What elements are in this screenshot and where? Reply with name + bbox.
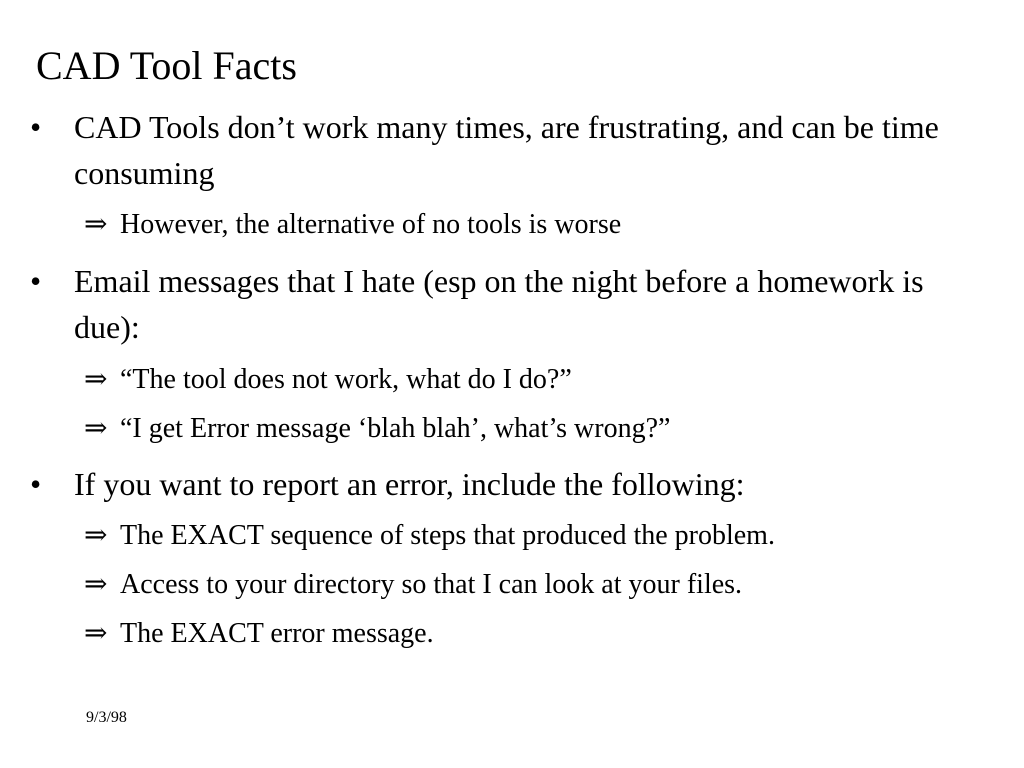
implies-arrow-icon: ⇒ [84, 618, 108, 649]
sub-bullet-text: However, the alternative of no tools is worse [120, 209, 622, 240]
implies-arrow-icon: ⇒ [84, 520, 108, 551]
sub-bullet-text: “I get Error message ‘blah blah’, what’s wrong?” [120, 413, 671, 444]
bullet-item [30, 104, 960, 196]
bullet-text: Email messages that I hate (esp on the night before a homework is due): [74, 263, 924, 345]
footer-date: 9/3/98 [86, 709, 127, 726]
sub-bullet-item [84, 205, 621, 245]
sub-bullet-item [84, 614, 434, 654]
bullet-dot-icon: • [30, 109, 42, 145]
sub-bullet-item [84, 516, 775, 556]
implies-arrow-icon: ⇒ [84, 569, 108, 600]
sub-bullet-item [84, 360, 572, 400]
bullet-text: If you want to report an error, include the following: [74, 466, 745, 502]
implies-arrow-icon: ⇒ [84, 209, 108, 240]
bullet-text: CAD Tools don’t work many times, are frustrating, and can be time consuming [74, 109, 939, 191]
implies-arrow-icon: ⇒ [84, 413, 108, 444]
bullet-dot-icon: • [30, 263, 42, 299]
sub-bullet-item [84, 409, 670, 449]
bullet-dot-icon: • [30, 466, 42, 502]
sub-bullet-text: “The tool does not work, what do I do?” [120, 364, 572, 395]
sub-bullet-item [84, 565, 742, 605]
slide-title: CAD Tool Facts [36, 43, 297, 88]
sub-bullet-text: The EXACT sequence of steps that produced the problem. [120, 520, 775, 551]
sub-bullet-text: Access to your directory so that I can look at your files. [120, 569, 743, 600]
bullet-item [30, 461, 960, 507]
bullet-item [30, 258, 960, 350]
sub-bullet-text: The EXACT error message. [120, 618, 434, 649]
implies-arrow-icon: ⇒ [84, 364, 108, 395]
